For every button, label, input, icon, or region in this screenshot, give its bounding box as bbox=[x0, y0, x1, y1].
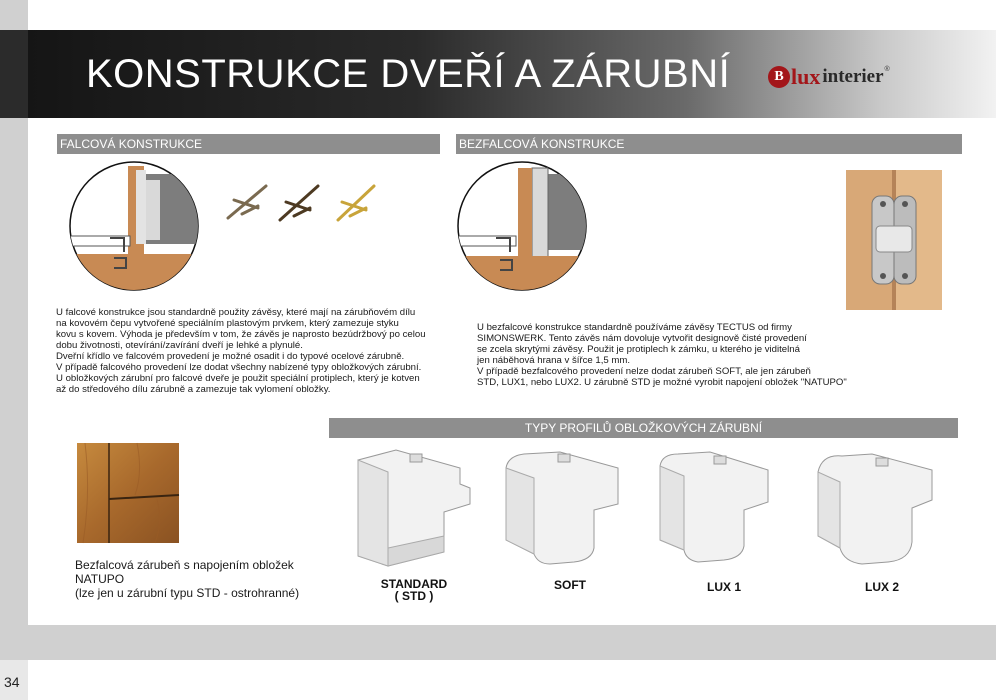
falcova-line: až do středového dílu zárubně a zamezuje tak vylomení obložky. bbox=[56, 384, 331, 395]
bezfalcova-description bbox=[477, 322, 877, 388]
page-title: KONSTRUKCE DVEŘÍ A ZÁRUBNÍ bbox=[86, 52, 731, 96]
profile-label-std bbox=[374, 578, 454, 602]
logo-interier-text: interier bbox=[822, 66, 884, 87]
natupo-wood-photo bbox=[77, 443, 179, 543]
profile-subname: ( STD ) bbox=[394, 589, 434, 603]
natupo-caption bbox=[75, 558, 299, 600]
hinge-bronze-icon bbox=[280, 186, 318, 220]
bezfalcova-detail-illustration bbox=[456, 160, 596, 295]
profile-types-heading: TYPY PROFILŮ OBLOŽKOVÝCH ZÁRUBNÍ bbox=[329, 418, 958, 438]
natupo-line: NATUPO bbox=[75, 572, 125, 586]
profile-label-lux1: LUX 1 bbox=[706, 580, 741, 594]
falcova-section-heading: FALCOVÁ KONSTRUKCE bbox=[57, 134, 440, 154]
falcova-hinges-illustration bbox=[222, 178, 382, 228]
falcova-line: na kovovém čepu vytvořené speciálním plastovým prvkem, který zamezuje styku bbox=[56, 318, 399, 329]
natupo-line: Bezfalcová zárubeň s napojením obložek bbox=[75, 558, 294, 572]
falcova-line: kovu s kovem. Výhoda je především v tom, že závěs je naprosto bezúdržbový po celou bbox=[56, 329, 426, 340]
tectus-hinge-photo bbox=[846, 170, 942, 310]
bezfalcova-line: se zcela skrytými závěsy. Použit je protiplech k zámku, u kterého je viditelná bbox=[477, 344, 800, 355]
logo-b-emblem: B bbox=[768, 66, 790, 88]
profile-lux2-illustration bbox=[814, 452, 944, 570]
logo-lux-text: lux bbox=[791, 64, 821, 89]
bezfalcova-line: STD, LUX1, nebo LUX2. U zárubně STD je možné vyrobit napojení obložek "NATUPO" bbox=[477, 377, 847, 388]
falcova-line: U obložkových zárubní pro falcové dveře je použit speciální protiplech, který je kotven bbox=[56, 373, 420, 384]
falcova-description bbox=[56, 307, 446, 395]
bezfalcova-line: jen náběhová hrana v šířce 1,5 mm. bbox=[477, 355, 631, 366]
profile-std-illustration bbox=[352, 448, 482, 568]
falcova-line: Dveřní křídlo ve falcovém provedení je možné osadit i do typové ocelové zárubně. bbox=[56, 351, 405, 362]
falcova-line: U falcové konstrukce jsou standardně použity závěsy, které mají na zárubňovém dílu bbox=[56, 307, 416, 318]
left-margin-strip bbox=[0, 0, 28, 700]
bezfalcova-line: U bezfalcové konstrukce standardně používáme závěsy TECTUS od firmy bbox=[477, 322, 792, 333]
profile-name: STANDARD bbox=[380, 577, 448, 591]
natupo-line: (lze jen u zárubní typu STD - ostrohranné) bbox=[75, 586, 300, 600]
logo-registered-mark: ® bbox=[884, 66, 890, 73]
profile-lux1-illustration bbox=[654, 450, 784, 570]
bezfalcova-section-heading: BEZFALCOVÁ KONSTRUKCE bbox=[456, 134, 962, 154]
footer-bar bbox=[28, 625, 996, 660]
page-number: 34 bbox=[4, 674, 20, 690]
bezfalcova-line: SIMONSWERK. Tento závěs nám dovoluje vytvořit designově čisté provedení bbox=[477, 333, 807, 344]
left-strip-header-segment bbox=[0, 30, 28, 118]
profile-soft-illustration bbox=[498, 450, 633, 570]
hinge-brass-icon bbox=[338, 186, 374, 220]
profile-label-lux2: LUX 2 bbox=[864, 580, 899, 594]
top-band bbox=[28, 0, 996, 30]
falcova-line: dobu životnosti, otevírání/zavírání dveří je lehké a plynulé. bbox=[56, 340, 303, 351]
falcova-detail-illustration bbox=[68, 160, 208, 295]
hinge-silver-icon bbox=[228, 186, 266, 218]
profile-label-soft: SOFT bbox=[554, 578, 586, 592]
bezfalcova-line: V případě bezfalcového provedení nelze dodat zárubeň SOFT, ale jen zárubeň bbox=[477, 366, 811, 377]
falcova-line: V případě falcového provedení lze dodat všechny nabízené typy obložkových zárubní. bbox=[56, 362, 422, 373]
brand-logo bbox=[768, 60, 890, 94]
